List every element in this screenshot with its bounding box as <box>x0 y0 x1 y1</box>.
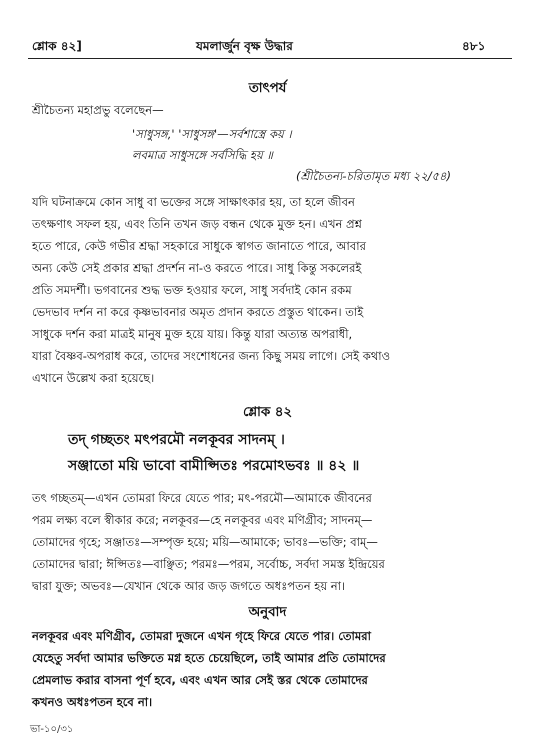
synonyms-line: তোমাদের গৃহে; সঞ্জাতঃ—সম্পৃক্ত হয়ে; ময়ি—আমাকে; ভাবঃ—ভক্তি; বাম্— <box>32 535 378 549</box>
purport-quote-line-2: লবমাত্র সাধুসঙ্গে সর্বসিদ্ধি হয় ॥ <box>132 148 273 162</box>
purport-intro: শ্রীচৈতন্য মহাপ্রভু বলেছেন— <box>32 103 164 117</box>
translation-line: নলকূবর এবং মণিগ্রীব, তোমরা দুজনে এখন গৃহে ফিরে যেতে পার। তোমরা <box>32 629 371 643</box>
purport-line: তৎক্ষণাৎ সফল হয়, এবং তিনি তখন জড় বন্ধন থেকে মুক্ত হন। এখন প্রশ্ন <box>32 217 362 231</box>
purport-citation: (শ্রীচৈতন্য-চরিতামৃত মধ্য ২২/৫৪) <box>296 169 451 183</box>
purport-line: যারা বৈষ্ণব-অপরাধ করে, তাদের সংশোধনের জন্য কিছু সময় লাগে। সেই কথাও <box>32 349 391 363</box>
translation-line: প্রেমলাভ করার বাসনা পূর্ণ হবে, এবং এখন আর সেই স্তর থেকে তোমাদের <box>32 673 368 687</box>
purport-line: সাধুকে দর্শন করা মাত্রই মানুষ মুক্ত হয়ে যায়। কিন্তু যারা অত্যন্ত অপরাধী, <box>32 327 353 341</box>
translation-line: যেহেতু সর্বদা আমার ভক্তিতে মগ্ন হতে চেয়েছিলে, তাই আমার প্রতি তোমাদের <box>32 651 386 665</box>
purport-heading: তাৎপর্য <box>248 81 287 96</box>
verse-line-2: সঞ্জাতো ময়ি ভাবো বামীপ্সিতঃ পরমোঽভবঃ ॥ ৪২ ॥ <box>68 458 360 474</box>
translation-heading: অনুবাদ <box>248 605 287 620</box>
page-number: ৪৮১ <box>462 39 486 53</box>
purport-line: ভেদভাব দর্শন না করে কৃষ্ণভাবনার অমৃত প্রদান করতে প্রস্তুত থাকেন। তাই <box>32 305 364 319</box>
synonyms-line: পরম লক্ষ্য বলে স্বীকার করে; নলকূবর—হে নলকূবর এবং মণিগ্রীব; সাদনম্— <box>32 513 373 527</box>
purport-line: অন্য কেউ সেই প্রকার শ্রদ্ধা প্রদর্শন না-ও করতে পারে। সাধু কিন্তু সকলেরই <box>32 261 362 275</box>
synonyms-line: তৎ গচ্ছতম্—এখন তোমরা ফিরে যেতে পার; মৎ-পরমৌ—আমাকে জীবনের <box>32 491 372 505</box>
synonyms-line: দ্বারা যুক্ত; অভবঃ—যেখান থেকে আর জড় জগতে অধঃপতন হয় না। <box>32 579 346 593</box>
verse-line-1: তদ্ গচ্ছতং মৎপরমৌ নলকূবর সাদনম্ । <box>68 432 285 448</box>
purport-line: প্রতি সমদর্শী। ভগবানের শুদ্ধ ভক্ত হওয়ার ফলে, সাধু সর্বদাই কোন রকম <box>32 283 352 297</box>
footer-signature: ভা-১০/৩১ <box>30 724 74 735</box>
header-sloka-ref: শ্লোক ৪২] <box>32 39 82 53</box>
purport-line: যদি ঘটনাক্রমে কোন সাধু বা ভক্তের সঙ্গে সাক্ষাৎকার হয়, তা হলে জীবন <box>32 195 355 209</box>
purport-line: এখানে উল্লেখ করা হয়েছে। <box>32 371 155 385</box>
purport-line: হতে পারে, কেউ গভীর শ্রদ্ধা সহকারে সাধুকে স্বাগত জানাতে পারে, আবার <box>32 239 366 253</box>
purport-quote-line-1: 'সাধুসঙ্গ,' 'সাধুসঙ্গ'—সর্বশাস্ত্রে কয় । <box>132 127 292 141</box>
header-rule <box>28 58 512 59</box>
synonyms-line: তোমাদের দ্বারা; ঈপ্সিতঃ—বাঞ্ছিত; পরমঃ—পরম, সর্বোচ্চ, সর্বদা সমস্ত ইন্দ্রিয়ের <box>32 557 385 571</box>
header-chapter-title: যমলার্জুন বৃক্ষ উদ্ধার <box>196 39 293 53</box>
translation-line: কখনও অধঃপতন হবে না। <box>32 695 153 709</box>
verse-heading: শ্লোক ৪২ <box>242 405 293 420</box>
